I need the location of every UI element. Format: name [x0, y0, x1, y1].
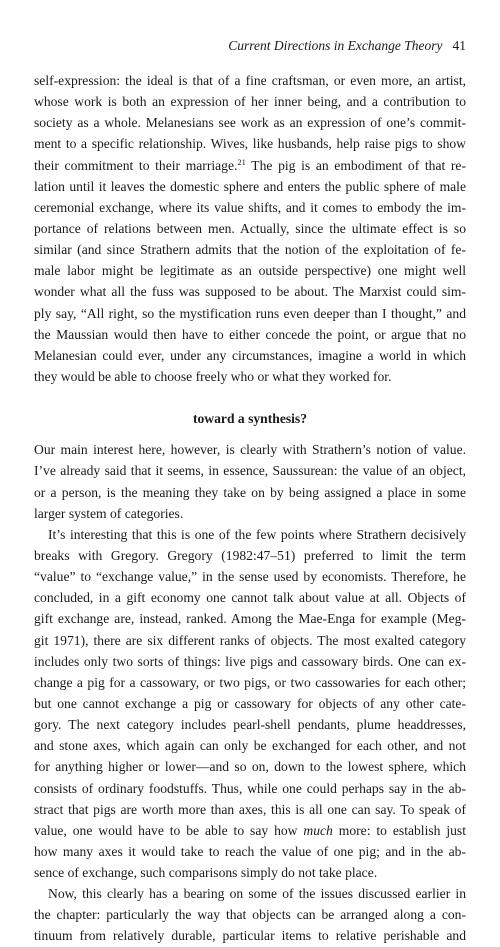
running-head-title: Current Directions in Exchange Theory: [228, 38, 443, 53]
text-line: ment to a specific relationship. Wives, like husbands, help raise pigs to show: [34, 136, 466, 152]
text-line: they would be able to choose freely who or what they worked for.: [34, 368, 392, 384]
text-line: includes only two sorts of things: live pigs and cassowary birds. One can ex-: [34, 653, 466, 669]
text-line: lation until it leaves the domestic sphere and enters the public sphere of male: [34, 178, 466, 194]
text-line: the Maussian would then have to either concede the point, or argue that no: [34, 326, 466, 342]
paragraph: [34, 524, 466, 883]
text-line: society as a whole. Melanesians see work as an expression of one’s commit-: [34, 115, 466, 131]
text-line: git 1971), there are six different ranks of objects. The most exalted category: [34, 632, 466, 648]
paragraph: [34, 439, 466, 524]
text-line: ceremonial exchange, where its value shifts, and it comes to embody the im-: [34, 199, 466, 215]
text-line: Our main interest here, however, is clearly with Strathern’s notion of value.: [34, 442, 466, 458]
text-fragment: value, one would have to be able to say how: [34, 822, 304, 838]
text-line: but one cannot exchange a pig or cassowary for objects of any other cate-: [34, 695, 466, 711]
text-line: It’s interesting that this is one of the few points where Strathern decisively: [48, 526, 466, 542]
section-heading: toward a synthesis?: [192, 411, 308, 427]
text-line: concluded, in a gift economy one cannot talk about value at all. Objects of: [34, 590, 466, 606]
spacer: [34, 429, 466, 439]
text-line: whose work is both an expression of her inner being, and a contribution to: [34, 94, 466, 110]
text-line: the chapter: particularly the way that objects can be arranged along a con-: [34, 907, 466, 923]
text-line: [34, 155, 466, 176]
text-line: sence of exchange, such comparisons simply do not take place.: [34, 865, 378, 881]
text-line: similar (and since Strathern admits that the notion of the exploitation of fe-: [34, 242, 466, 258]
text-line: breaks with Gregory. Gregory (1982:47–51) preferred to limit the term: [34, 547, 466, 563]
text-line: male labor might be legitimate as an outside perspective) one might well: [34, 263, 466, 279]
text-line: I’ve already said that it seems, in essence, Saussurean: the value of an object,: [34, 463, 466, 479]
text-line: “value” to “exchange value,” in the sense used by economists. Therefore, he: [34, 569, 466, 585]
text-line: wonder what all the fuss was supposed to be about. The Marxist could sim-: [34, 284, 466, 300]
spacer: [34, 387, 466, 408]
text-line: self-expression: the ideal is that of a fine craftsman, or even more, an artist,: [34, 73, 466, 88]
paragraph-continued: [34, 70, 466, 387]
text-line: change a pig for a cassowary, or two pigs, or two cassowaries for each other;: [34, 674, 466, 690]
paragraph: [34, 883, 466, 946]
text-line: [34, 820, 466, 841]
body-text: [34, 70, 466, 947]
text-line: gory. The next category includes pearl-shell pendants, plume headdresses,: [34, 717, 466, 733]
text-fragment: The pig is an embodiment of that re-: [245, 157, 466, 173]
text-fragment: their commitment to their marriage.: [34, 157, 238, 173]
footnote-marker: 21: [237, 156, 246, 167]
text-line: and stone axes, which again can only be exchanged for each other, and not: [34, 738, 466, 754]
text-line: Melanesian could ever, under any circumstances, imagine a world in which: [34, 347, 466, 363]
page-number: 41: [452, 38, 466, 53]
text-line: gift exchange are, instead, ranked. Among the Mae-Enga for example (Meg-: [34, 611, 466, 627]
emphasis: much: [303, 822, 333, 838]
text-line: tinuum from relatively durable, particular items to relative perishable and: [34, 928, 466, 944]
text-line: stract that pigs are worth more than axes, this is all one can say. To speak of: [34, 801, 466, 817]
text-line: consists of ordinary foodstuffs. Thus, while one could perhaps say in the ab-: [34, 780, 466, 796]
text-line: Now, this clearly has a bearing on some of the issues discussed earlier in: [48, 886, 466, 902]
text-line: for anything higher or lower—and so on, down to the lowest sphere, which: [34, 759, 466, 775]
text-line: how many axes it would take to reach the value of one pig; and in the ab-: [34, 843, 466, 859]
text-line: portance of relations between men. Actually, since the ultimate effect is so: [34, 220, 466, 236]
running-head: [34, 38, 466, 54]
text-line: larger system of categories.: [34, 505, 184, 521]
text-line: ply say, “All right, so the mystification runs even deeper than I thought,” and: [34, 305, 466, 321]
text-fragment: more: to establish just: [332, 822, 466, 838]
text-line: or a person, is the meaning they take on by being assigned a place in some: [34, 484, 466, 500]
